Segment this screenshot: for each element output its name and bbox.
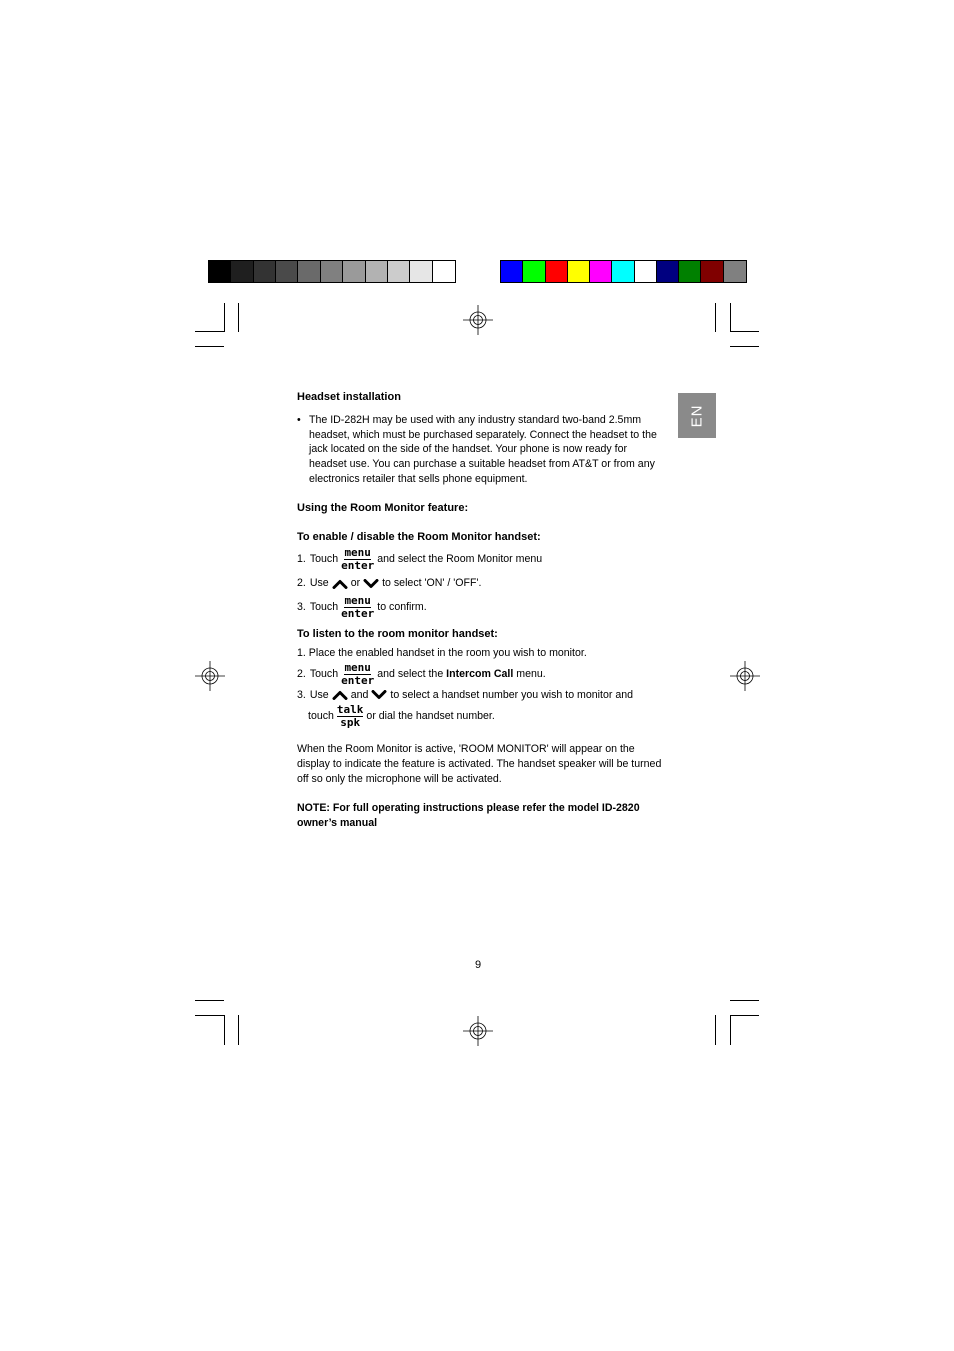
manual-page-content: [297, 390, 662, 831]
color-bar: [500, 260, 747, 283]
crop-mark: [715, 303, 716, 332]
language-tab-label: EN: [688, 404, 706, 427]
crop-mark: [715, 1015, 716, 1045]
menu-enter-key-icon: menu enter: [341, 546, 375, 573]
color-swatch: [298, 261, 320, 282]
color-swatch: [724, 261, 746, 282]
color-swatch: [231, 261, 253, 282]
color-swatch: [523, 261, 545, 282]
crop-mark: [195, 1000, 224, 1001]
color-swatch: [410, 261, 432, 282]
crop-mark: [195, 1015, 224, 1016]
down-arrow-icon: [363, 579, 379, 589]
page-number: 9: [474, 959, 482, 971]
color-swatch: [546, 261, 568, 282]
color-swatch: [343, 261, 365, 282]
crop-mark: [730, 303, 731, 332]
color-swatch: [388, 261, 410, 282]
up-arrow-icon: [332, 690, 348, 700]
color-swatch: [501, 261, 523, 282]
headset-bullet: [297, 413, 662, 487]
color-swatch: [679, 261, 701, 282]
listen-step-3-cont: touch talk spk or dial the handset number.: [308, 702, 495, 729]
listen-step-1: 1. Place the enabled handset in the room you wish to monitor.: [297, 646, 587, 659]
color-swatch: [590, 261, 612, 282]
color-swatch: [612, 261, 634, 282]
listen-step-2: 2. Touch menu enter and select the Intercom Call menu.: [297, 660, 546, 687]
enable-step-2: 2. Use or to select 'ON' / 'OFF'.: [297, 577, 482, 590]
enable-step-3: 3. Touch menu enter to confirm.: [297, 594, 427, 621]
color-swatch: [321, 261, 343, 282]
active-paragraph: When the Room Monitor is active, 'ROOM MONITOR' will appear on the display to indicate the feature is activated. The handset speaker will be turned off so only the microphone will be activated.: [297, 743, 662, 785]
crop-mark: [730, 1015, 731, 1045]
note-paragraph: NOTE: For full operating instructions please refer the model ID-2820 owner’s manual: [297, 802, 640, 830]
crop-mark: [730, 346, 759, 347]
color-swatch: [254, 261, 276, 282]
registration-mark-icon: [463, 305, 493, 335]
registration-mark-icon: [463, 1016, 493, 1046]
enable-step-1: 1. Touch menu enter and select the Room Monitor menu: [297, 546, 543, 573]
crop-mark: [224, 303, 225, 332]
crop-mark: [195, 331, 224, 332]
color-swatch: [209, 261, 231, 282]
registration-mark-icon: [730, 661, 760, 691]
color-swatch: [366, 261, 388, 282]
crop-mark: [730, 1015, 759, 1016]
down-arrow-icon: [371, 690, 387, 700]
listen-section-title: To listen to the room monitor handset:: [297, 627, 498, 640]
headset-text: The ID-282H may be used with any industry standard two-band 2.5mm headset, which must be purchased separately. Connect the headset to the jack located on the side of the handset. Your phone is now ready for headset use. You can purchase a suitable headset from AT&T or from any electronics retailer that sells phone equipment.: [309, 414, 657, 485]
enable-section-title: To enable / disable the Room Monitor handset:: [297, 530, 541, 543]
headset-title: Headset installation: [297, 391, 401, 403]
crop-mark: [224, 1015, 225, 1045]
language-tab: [678, 393, 716, 438]
registration-mark-icon: [195, 661, 225, 691]
color-swatch: [276, 261, 298, 282]
color-swatch: [657, 261, 679, 282]
color-swatch: [701, 261, 723, 282]
color-swatch: [433, 261, 455, 282]
grayscale-bar: [208, 260, 456, 283]
menu-enter-key-icon: menu enter: [341, 594, 375, 621]
menu-enter-key-icon: menu enter: [341, 660, 375, 687]
room-monitor-title: Using the Room Monitor feature:: [297, 501, 469, 514]
crop-mark: [730, 1000, 759, 1001]
crop-mark: [238, 1015, 239, 1045]
color-swatch: [568, 261, 590, 282]
talk-spk-key-icon: talk spk: [336, 702, 364, 729]
bullet-mark: •: [297, 414, 301, 426]
up-arrow-icon: [332, 579, 348, 589]
crop-mark: [730, 331, 759, 332]
crop-mark: [238, 303, 239, 332]
color-swatch: [635, 261, 657, 282]
crop-mark: [195, 346, 224, 347]
listen-step-3: 3. Use and to select a handset number you wish to monitor and: [297, 688, 633, 701]
